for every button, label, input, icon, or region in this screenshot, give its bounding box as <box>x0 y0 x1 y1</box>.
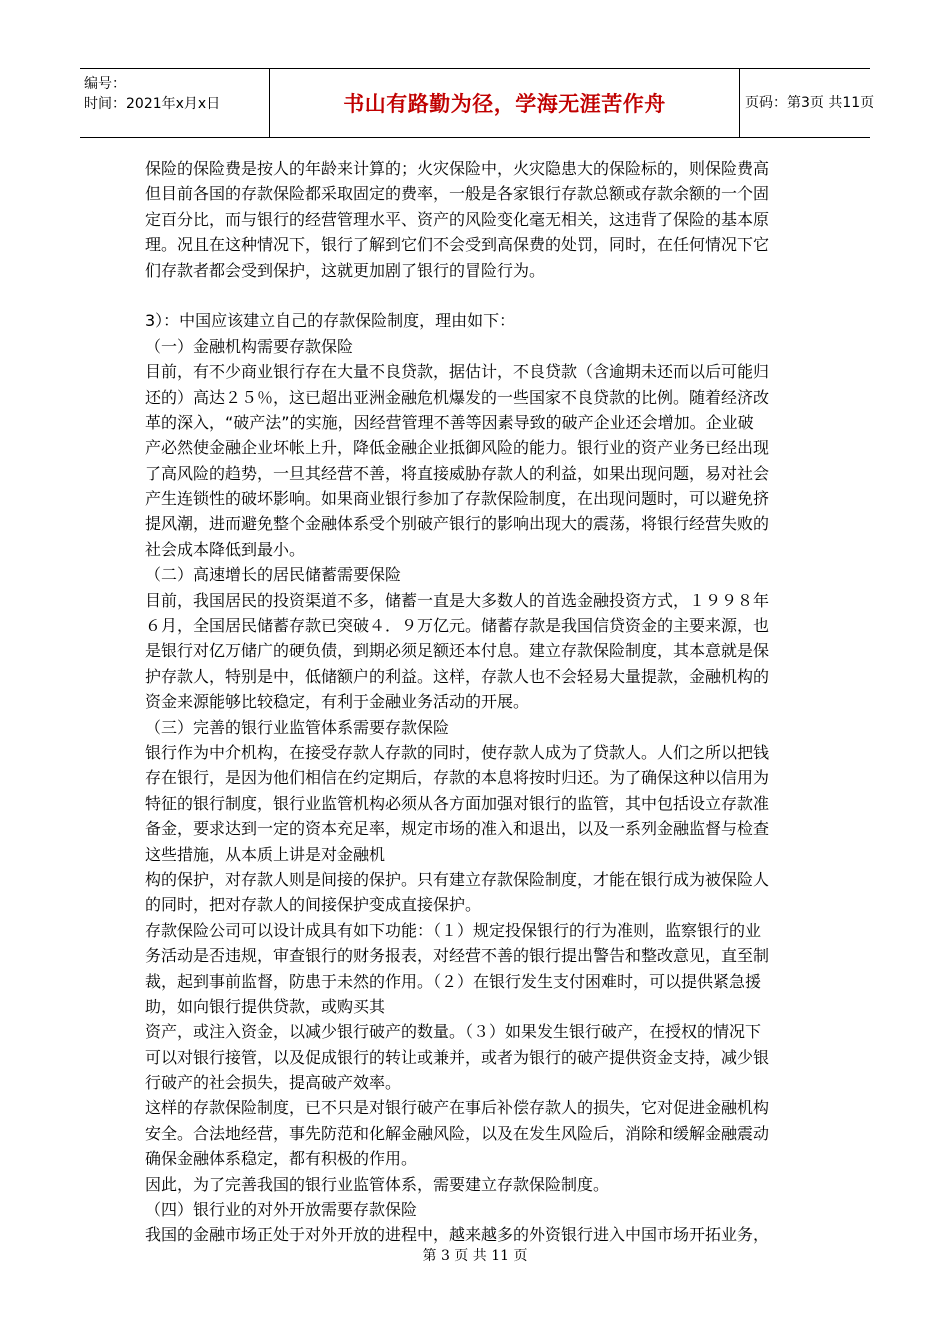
text-line: 3）：中国应该建立自己的存款保险制度，理由如下： <box>145 311 516 331</box>
text-line: 目前，我国居民的投资渠道不多，储蓄一直是大多数人的首选金融投资方式，１９９８年 <box>145 590 770 610</box>
text-line: 但目前各国的存款保险都采取固定的费率，一般是各家银行存款总额或存款余额的一个固 <box>145 184 770 204</box>
text-line: 产必然使金融企业坏帐上升，降低金融企业抵御风险的能力。银行业的资产业务已经出现 <box>145 438 770 458</box>
text-line: （二）高速增长的居民储蓄需要保险 <box>145 565 402 585</box>
text-line: 目前，有不少商业银行存在大量不良贷款，据估计，不良贷款（含逾期未还而以后可能归 <box>145 362 770 382</box>
text-line: 我国的金融市场正处于对外开放的进程中，越来越多的外资银行进入中国市场开拓业务， <box>145 1225 770 1245</box>
text-line: 提风潮，进而避免整个金融体系受个别破产银行的影响出现大的震荡，将银行经营失败的 <box>145 514 770 534</box>
document-time-label: 时间：2021年x月x日 <box>84 96 221 112</box>
text-line: 确保金融体系稳定，都有积极的作用。 <box>145 1149 418 1169</box>
text-line: 因此，为了完善我国的银行业监管体系，需要建立存款保险制度。 <box>145 1174 610 1194</box>
text-line: 可以对银行接管，以及促成银行的转让或兼并，或者为银行的破产提供资金支持，减少银 <box>145 1047 770 1067</box>
text-line: 护存款人，特别是中，低储额户的利益。这样，存款人也不会轻易大量提款，金融机构的 <box>145 666 770 686</box>
header-motto-cell <box>270 69 740 137</box>
text-line: ６月，全国居民储蓄存款已突破４．９万亿元。储蓄存款是我国信贷资金的主要来源，也 <box>145 616 770 636</box>
text-line: 务活动是否违规，审查银行的财务报表，对经营不善的银行提出警告和整改意见，直至制 <box>145 946 770 966</box>
text-line: 安全。合法地经营，事先防范和化解金融风险，以及在发生风险后，消除和缓解金融震动 <box>145 1123 770 1143</box>
text-line: 们存款者都会受到保护，这就更加剧了银行的冒险行为。 <box>145 260 546 280</box>
header-motto: 书山有路勤为径，学海无涯苦作舟 <box>343 92 666 116</box>
text-line: 存在银行，是因为他们相信在约定期后，存款的本息将按时归还。为了确保这种以信用为 <box>145 768 770 788</box>
document-body <box>145 156 811 1248</box>
text-line: 保险的保险费是按人的年龄来计算的；火灾保险中，火灾隐患大的保险标的，则保险费高 <box>145 159 770 178</box>
header-page-cell <box>740 69 875 137</box>
header-meta <box>80 69 270 137</box>
text-line: （一）金融机构需要存款保险 <box>145 336 354 356</box>
text-line: 社会成本降低到最小。 <box>145 539 306 559</box>
text-line: （三）完善的银行业监管体系需要存款保险 <box>145 717 450 737</box>
header-page-label: 页码：第3页 共11页 <box>745 95 875 111</box>
text-line: 备金，要求达到一定的资本充足率，规定市场的准入和退出，以及一系列金融监督与检查 <box>145 819 770 839</box>
text-line: （四）银行业的对外开放需要存款保险 <box>145 1200 418 1220</box>
text-line: 是银行对亿万储广的硬负债，到期必须足额还本付息。建立存款保险制度，其本意就是保 <box>145 641 770 661</box>
text-line: 定百分比，而与银行的经营管理水平、资产的风险变化毫无相关，这违背了保险的基本原 <box>145 209 770 229</box>
text-line: 产生连锁性的破坏影响。如果商业银行参加了存款保险制度，在出现问题时，可以避免挤 <box>145 489 770 509</box>
text-line: 裁，起到事前监督，防患于未然的作用。（２）在银行发生支付困难时，可以提供紧急援 <box>145 971 762 991</box>
text-line: 这样的存款保险制度，已不只是对银行破产在事后补偿存款人的损失，它对促进金融机构 <box>145 1098 770 1118</box>
page-header <box>80 68 875 138</box>
paragraph-gap <box>145 283 811 308</box>
text-line: 存款保险公司可以设计成具有如下功能：（１）规定投保银行的行为准则，监察银行的业 <box>145 920 762 940</box>
document-number-label: 编号： <box>84 76 126 92</box>
text-line: 理。况且在这种情况下，银行了解到它们不会受到高保费的处罚，同时，在任何情况下它 <box>145 235 770 255</box>
text-line: 资产，或注入资金，以减少银行破产的数量。（３）如果发生银行破产，在授权的情况下 <box>145 1022 762 1042</box>
text-line: 的同时，把对存款人的间接保护变成直接保护。 <box>145 895 482 915</box>
text-line: 行破产的社会损失，提高破产效率。 <box>145 1073 402 1093</box>
text-line: 了高风险的趋势，一旦其经营不善，将直接威胁存款人的利益，如果出现问题，易对社会 <box>145 463 770 483</box>
text-line: 这些措施，从本质上讲是对金融机 <box>145 844 386 864</box>
text-line: 银行作为中介机构，在接受存款人存款的同时，使存款人成为了贷款人。人们之所以把钱 <box>145 742 770 762</box>
text-line: 资金来源能够比较稳定，有利于金融业务活动的开展。 <box>145 692 530 712</box>
text-line: 助，如向银行提供贷款，或购买其 <box>145 996 386 1016</box>
page-footer: 第 3 页 共 11 页 <box>422 1248 528 1264</box>
text-line: 还的）高达２５％，这已超出亚洲金融危机爆发的一些国家不良贷款的比例。随着经济改 <box>145 387 770 407</box>
text-line: 特征的银行制度，银行业监管机构必须从各方面加强对银行的监管，其中包括设立存款准 <box>145 793 770 813</box>
text-line: 构的保护，对存款人则是间接的保护。只有建立存款保险制度，才能在银行成为被保险人 <box>145 869 770 889</box>
text-line: 革的深入，“破产法”的实施，因经营管理不善等因素导致的破产企业还会增加。企业破 <box>145 412 754 432</box>
